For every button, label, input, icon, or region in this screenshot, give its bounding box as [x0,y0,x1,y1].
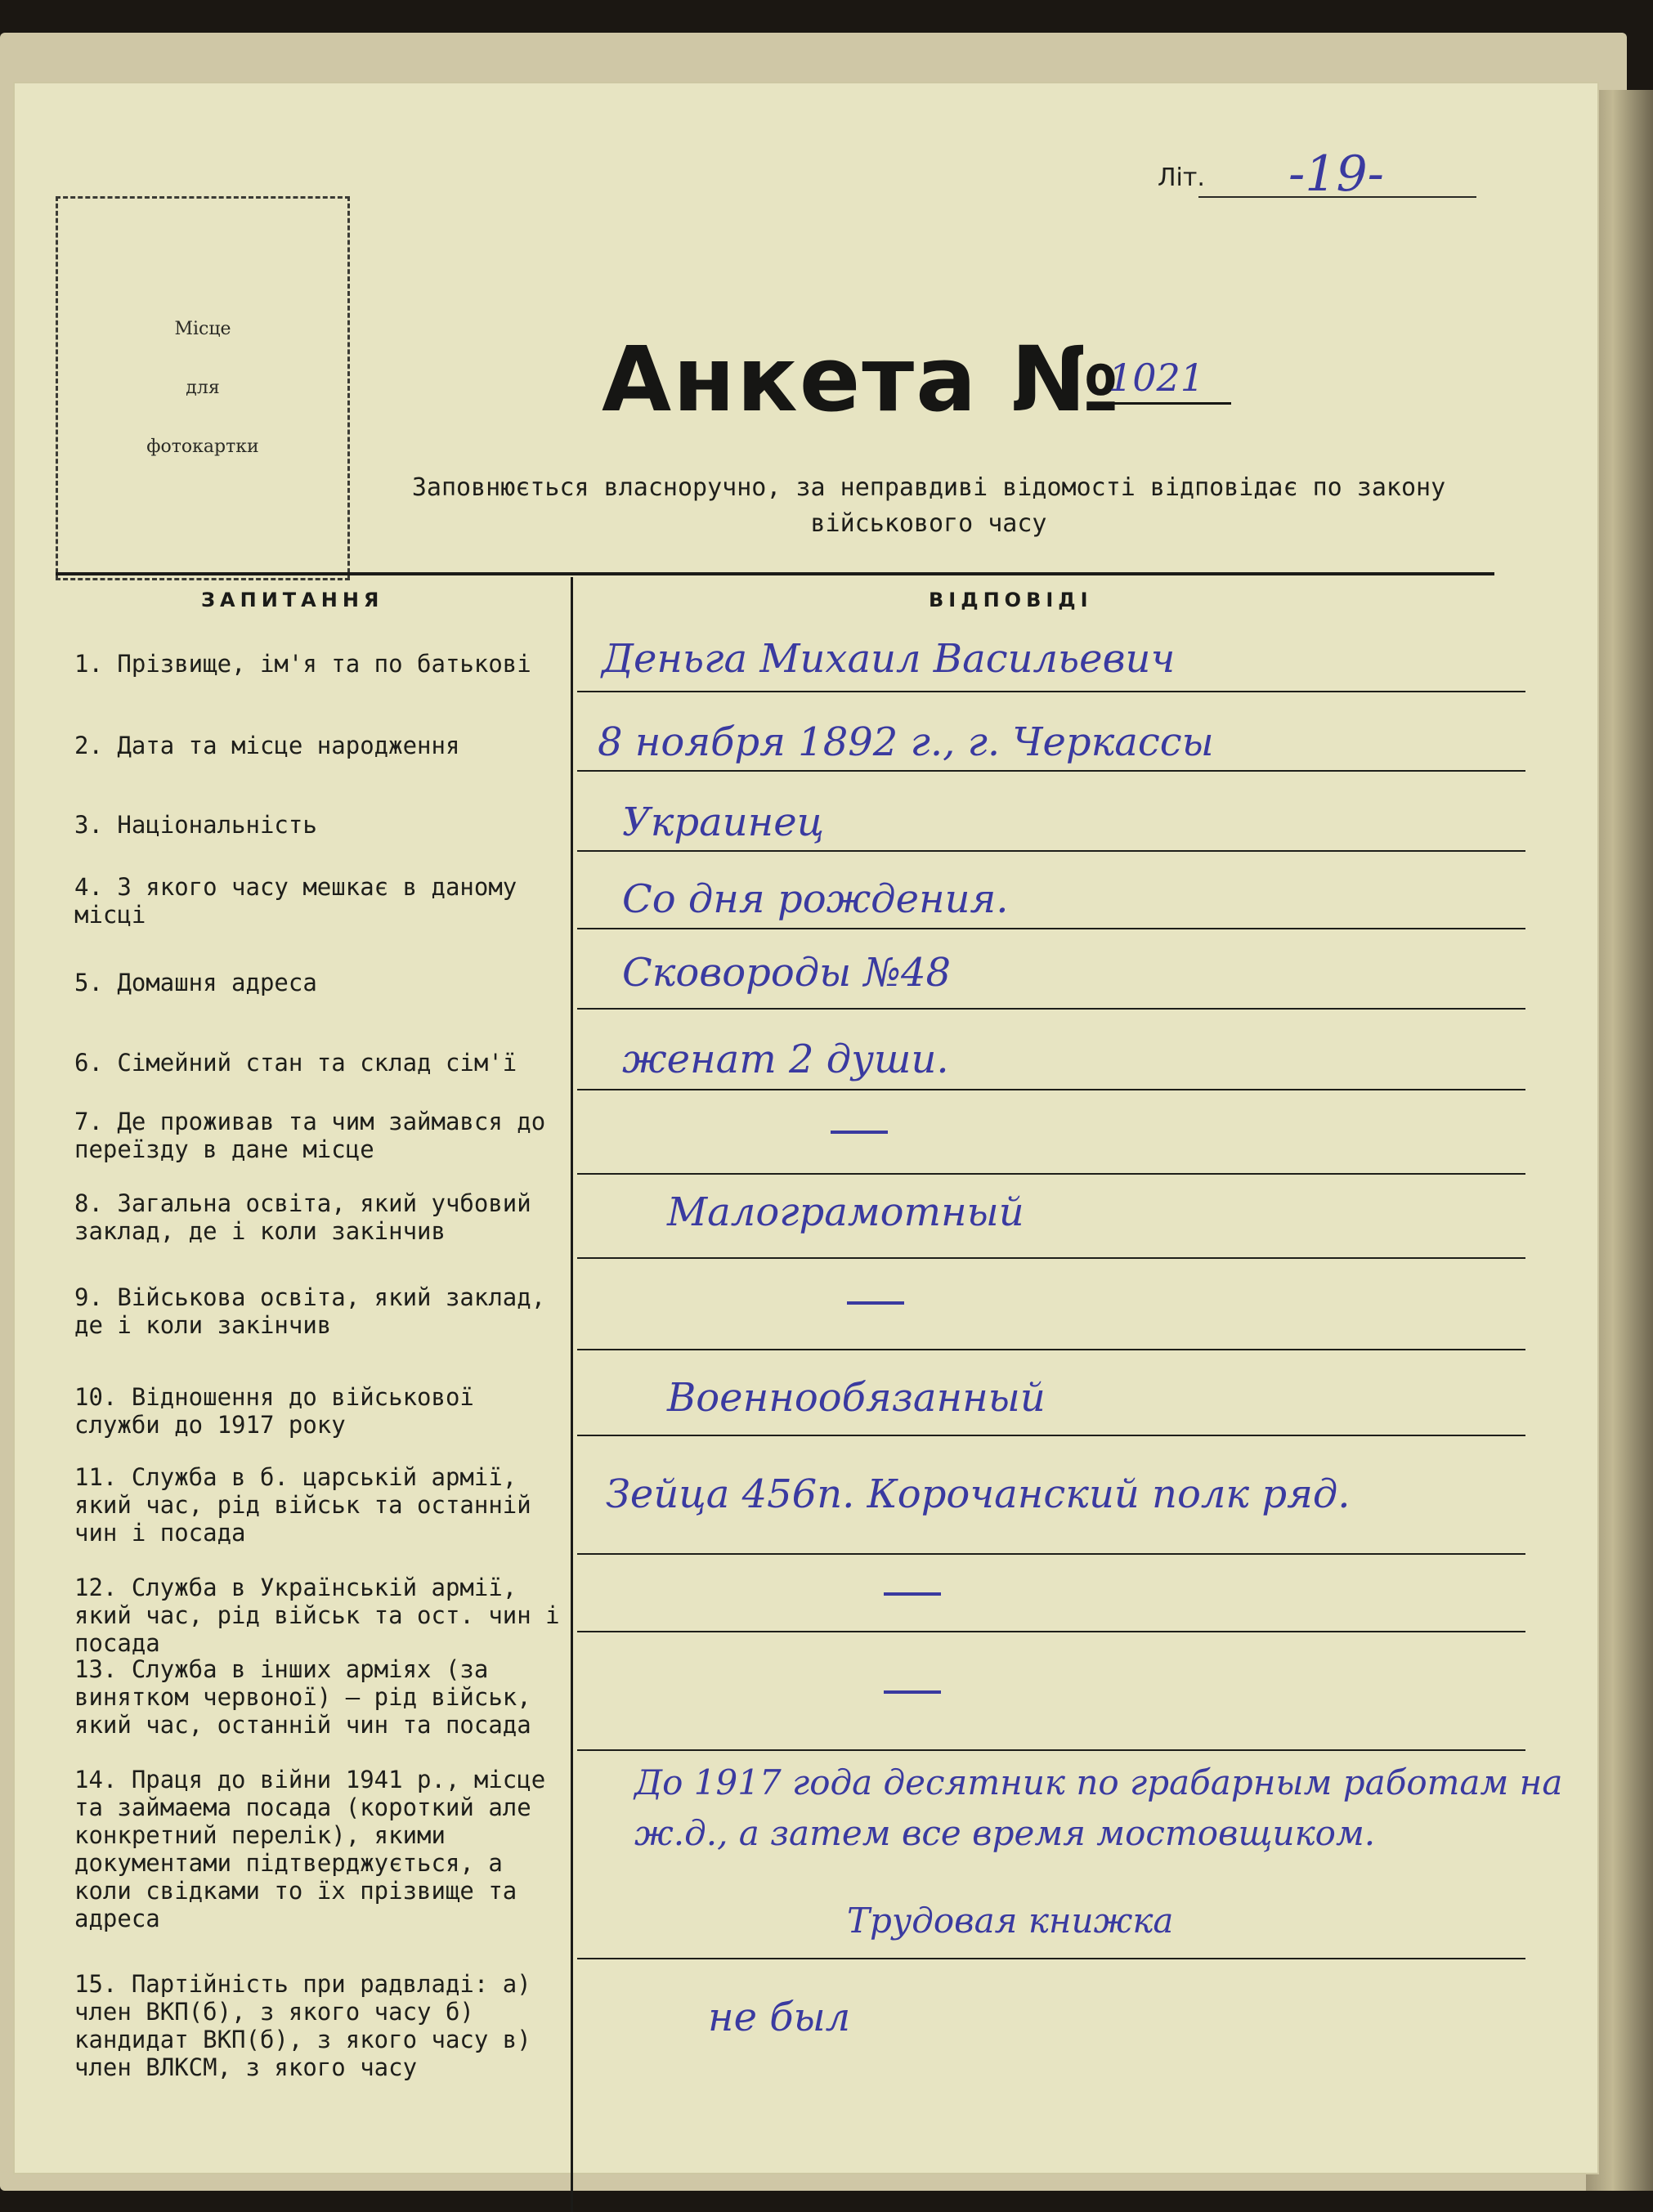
question-10: 10. Відношення до військової служби до 1917 року [74,1383,474,1439]
question-13: 13. Служба в інших арміях (за винятком червоної) — рід військ, який час, останній чин та посада [74,1655,531,1739]
row-divider [577,1173,1525,1175]
answer-8: Малограмотный [667,1189,1024,1235]
answer-11: Зейца 456п. Корочанский полк ряд. [606,1471,1351,1517]
answer-1: Деньга Михаил Васильевич [602,636,1176,682]
row-divider [577,1435,1525,1436]
answer-5: Сковороды №48 [622,950,952,996]
photo-placeholder [56,196,350,580]
answer-10: Военнообязанный [667,1375,1046,1421]
answer-4: Со дня рождения. [622,876,1009,922]
row-divider [577,1631,1525,1632]
row-divider [577,1349,1525,1350]
question-6: 6. Сімейний стан та склад сім'ї [74,1049,517,1077]
row-divider [577,1749,1525,1751]
question-7: 7. Де проживав та чим займався до переїзду в дане місце [74,1108,546,1163]
photo-label-line2: для [186,378,220,398]
answer-6: женат 2 души. [622,1037,949,1082]
question-15: 15. Партійність при радвладі: а) член ВКП(б), з якого часу б) кандидат ВКП(б), з якого часу в) член ВЛКСМ, з якого часу [74,1970,531,2081]
row-divider [577,1089,1525,1090]
answer-9-dash [847,1301,904,1305]
question-1: 1. Прізвище, ім'я та по батькові [74,650,531,678]
table-top-border [56,572,1494,575]
answer-14: До 1917 года десятник по грабарным работам на ж.д., а затем все время мостовщиком. [634,1762,1563,1853]
answer-2: 8 ноября 1892 г., г. Черкассы [598,719,1214,765]
instruction-text: Заповнюється власноручно, за неправдиві відомості відповідає по закону військового часу [411,473,1446,538]
row-divider [577,928,1525,929]
row-divider [577,1958,1525,1959]
answer-14-document: Трудовая книжка [847,1901,1174,1941]
page-title: Анкета № [602,327,1122,432]
questions-column-header: ЗАПИТАННЯ [201,589,384,611]
questionnaire-sheet [13,82,1599,2174]
question-5: 5. Домашня адреса [74,969,317,996]
row-divider [577,850,1525,852]
answer-15: не был [708,1995,851,2040]
photo-label-line3: фотокартки [146,437,259,457]
question-9: 9. Військова освіта, який заклад, де і коли закінчив [74,1283,546,1339]
answer-3: Украинец [622,799,825,845]
photo-label-line1: Місце [174,319,231,339]
answer-7-dash [831,1131,888,1134]
lit-value: -19- [1288,146,1384,203]
lit-label: Літ. [1158,163,1205,192]
question-3: 3. Національність [74,811,317,839]
row-divider [577,691,1525,692]
question-12: 12. Служба в Українській армії, який час, рід військ та ост. чин і посада [74,1574,560,1657]
question-4: 4. З якого часу мешкає в даному місці [74,873,517,929]
number-underline [1100,402,1231,405]
answer-12-dash [884,1592,941,1596]
question-2: 2. Дата та місце народження [74,732,460,759]
answer-13-dash [884,1690,941,1694]
row-divider [577,1257,1525,1259]
row-divider [577,1553,1525,1555]
questionnaire-number: 1021 [1109,356,1205,400]
question-8: 8. Загальна освіта, який учбовий заклад, де і коли закінчив [74,1189,531,1245]
answers-column-header: ВІДПОВІДІ [929,589,1093,611]
column-separator [571,577,573,2212]
row-divider [577,770,1525,772]
question-11: 11. Служба в б. царській армії, який час, рід військ та останній чин і посада [74,1463,531,1547]
row-divider [577,1008,1525,1010]
question-14: 14. Праця до війни 1941 р., місце та займаема посада (короткий але конкретний перелік), якими документами підтверджується, а коли свідками то їх прізвище та адреса [74,1766,546,1932]
